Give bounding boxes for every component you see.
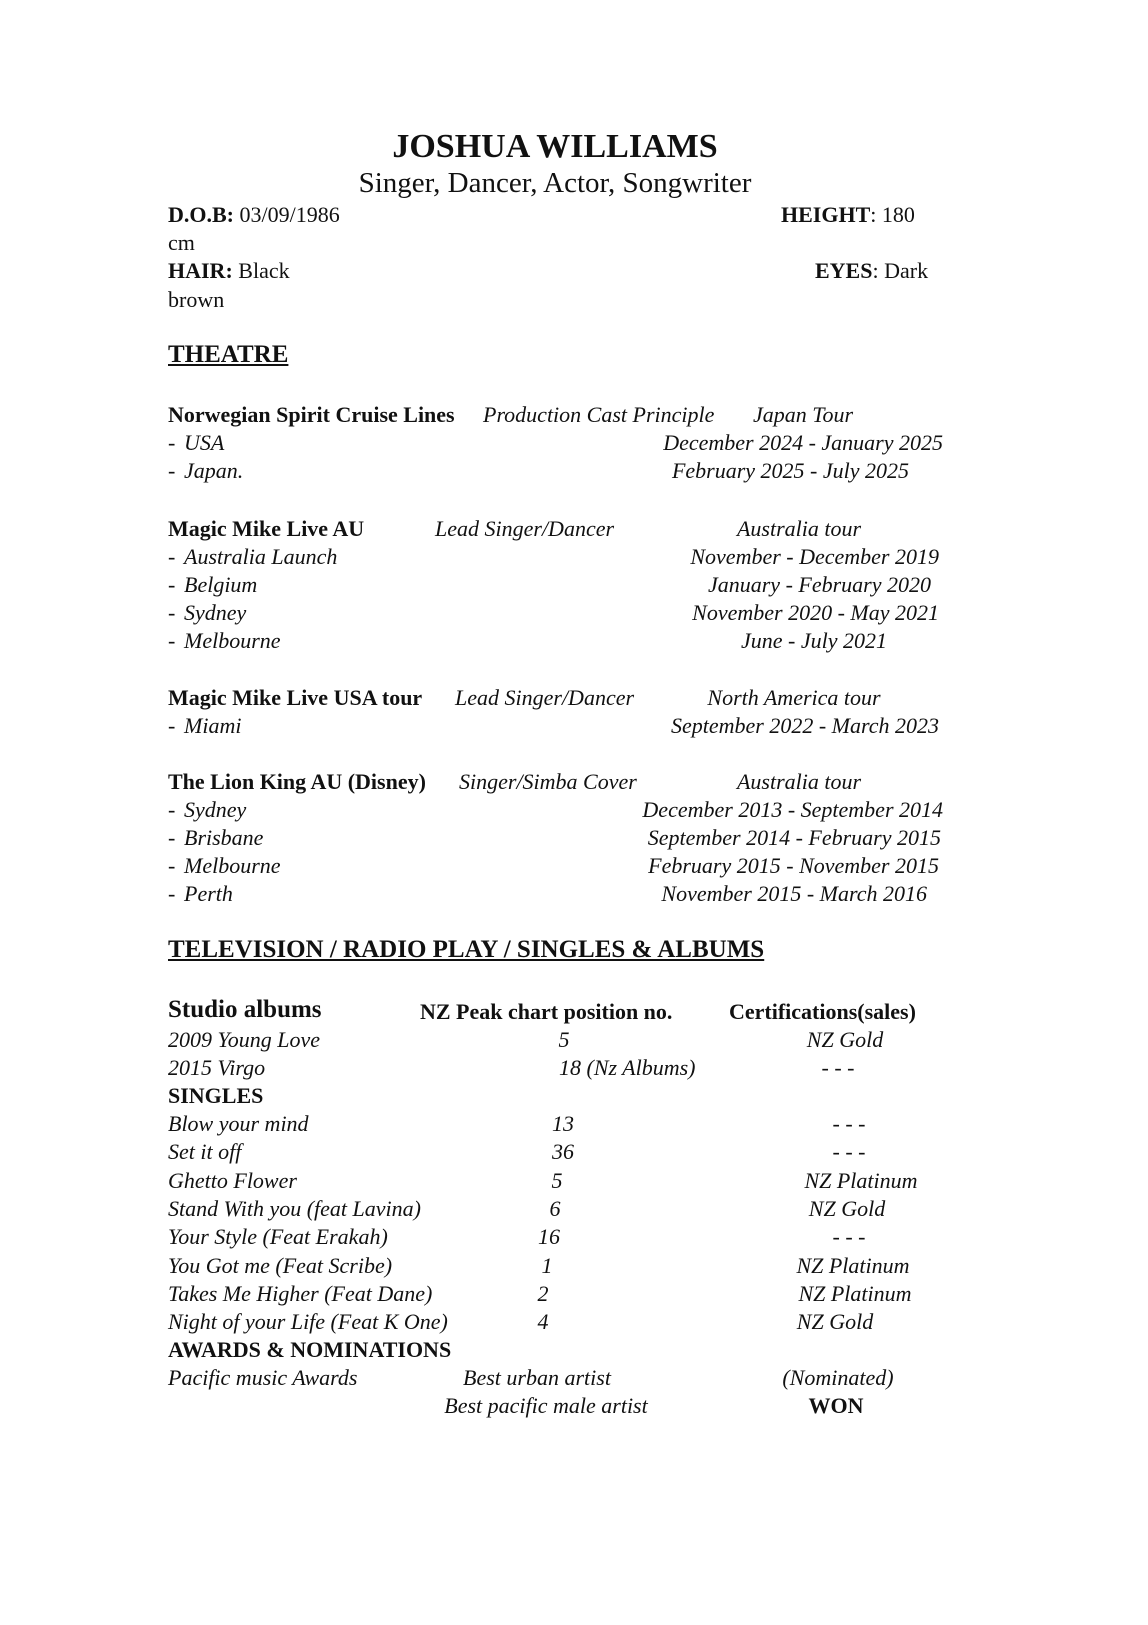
- single-peak: 16: [538, 1224, 560, 1250]
- height-value: : 180: [870, 202, 915, 227]
- single-certification: NZ Platinum: [804, 1167, 918, 1193]
- awards-heading: AWARDS & NOMINATIONS: [168, 1337, 452, 1362]
- leg-dates: September 2022 - March 2023: [670, 713, 939, 738]
- album-title: 2009 Young Love: [168, 1027, 320, 1052]
- theatre-heading: THEATRE: [168, 341, 289, 368]
- leg-location: USA: [184, 430, 225, 455]
- leg-dates: September 2014 - February 2015: [647, 825, 941, 850]
- production-role: Lead Singer/Dancer: [435, 516, 615, 541]
- production-tour: North America tour: [707, 685, 881, 710]
- production-tour: Australia tour: [736, 769, 862, 794]
- leg-dates: December 2013 - September 2014: [642, 797, 943, 822]
- production-title: Magic Mike Live AU: [168, 516, 365, 541]
- leg-dash: -: [168, 628, 176, 653]
- single-title: Stand With you (feat Lavina): [168, 1195, 421, 1221]
- leg-dash: -: [168, 853, 176, 878]
- leg-location: Australia Launch: [184, 544, 338, 569]
- leg-dash: -: [168, 713, 176, 738]
- single-certification: NZ Platinum: [798, 1280, 912, 1306]
- hair-line: [168, 257, 290, 285]
- award-result: (Nominated): [782, 1365, 894, 1390]
- production-title: Magic Mike Live USA tour: [168, 685, 423, 710]
- leg-dates: December 2024 - January 2025: [663, 430, 943, 455]
- leg-location: Sydney: [184, 797, 247, 822]
- album-certification: NZ Gold: [806, 1027, 884, 1052]
- height-unit: cm: [168, 230, 195, 255]
- single-peak: 4: [537, 1309, 549, 1335]
- hair-value: Black: [238, 258, 290, 283]
- leg-location: Sydney: [184, 600, 247, 625]
- single-certification: - - -: [832, 1224, 866, 1250]
- album-peak: 18 (Nz Albums): [559, 1055, 696, 1080]
- leg-dash: -: [168, 797, 176, 822]
- award-category: Best urban artist: [463, 1365, 611, 1390]
- single-peak: 2: [537, 1280, 549, 1306]
- album-peak: 5: [558, 1027, 570, 1052]
- leg-dash: -: [168, 572, 176, 597]
- single-peak: 6: [549, 1195, 561, 1221]
- leg-location: Perth: [184, 881, 233, 906]
- single-certification: - - -: [832, 1139, 866, 1165]
- leg-dates: November 2020 - May 2021: [692, 600, 939, 625]
- leg-dash: -: [168, 600, 176, 625]
- performer-roles: Singer, Dancer, Actor, Songwriter: [358, 167, 752, 199]
- production-role: Production Cast Principle: [483, 402, 715, 427]
- single-title: Ghetto Flower: [168, 1167, 297, 1193]
- single-peak: 5: [551, 1167, 563, 1193]
- leg-dates: November - December 2019: [690, 544, 939, 569]
- production-role: Singer/Simba Cover: [459, 769, 637, 794]
- single-title: Blow your mind: [168, 1111, 309, 1136]
- dob-line: [168, 201, 340, 229]
- leg-dates: November 2015 - March 2016: [661, 881, 927, 906]
- dob-value: 03/09/1986: [239, 202, 340, 227]
- single-certification: NZ Gold: [796, 1309, 874, 1335]
- leg-dates: January - February 2020: [707, 572, 931, 597]
- production-title: The Lion King AU (Disney): [168, 769, 426, 794]
- leg-dates: June - July 2021: [741, 628, 887, 653]
- single-title: Takes Me Higher (Feat Dane): [168, 1280, 433, 1306]
- studio-albums-header: Studio albums: [168, 996, 322, 1023]
- eyes-line: [815, 257, 928, 285]
- leg-dates: February 2025 - July 2025: [671, 458, 909, 483]
- single-peak: 13: [552, 1111, 574, 1136]
- leg-location: Melbourne: [184, 628, 281, 653]
- album-title: 2015 Virgo: [168, 1055, 266, 1080]
- hair-label: HAIR:: [168, 258, 233, 283]
- leg-location: Brisbane: [184, 825, 264, 850]
- dob-label: D.O.B:: [168, 202, 234, 227]
- single-title: Your Style (Feat Erakah): [168, 1224, 388, 1250]
- eyes-value: : Dark: [872, 258, 929, 283]
- height-line: [781, 201, 915, 229]
- single-title: Night of your Life (Feat K One): [168, 1309, 448, 1335]
- award-result: WON: [808, 1393, 864, 1418]
- single-certification: NZ Gold: [808, 1195, 886, 1221]
- leg-location: Belgium: [184, 572, 258, 597]
- leg-dash: -: [168, 458, 176, 483]
- production-tour: Japan Tour: [752, 402, 854, 427]
- production-role: Lead Singer/Dancer: [455, 685, 635, 710]
- single-peak: 36: [552, 1139, 574, 1165]
- award-category: Best pacific male artist: [444, 1393, 648, 1418]
- production-tour: Australia tour: [736, 516, 862, 541]
- single-certification: - - -: [832, 1111, 866, 1136]
- leg-dash: -: [168, 430, 176, 455]
- leg-location: Miami: [184, 713, 242, 738]
- peak-position-header: NZ Peak chart position no.: [420, 999, 673, 1024]
- height-label: HEIGHT: [781, 202, 871, 227]
- leg-dash: -: [168, 881, 176, 906]
- leg-location: Japan.: [184, 458, 244, 483]
- leg-dash: -: [168, 544, 176, 569]
- single-title: You Got me (Feat Scribe): [168, 1252, 393, 1278]
- single-peak: 1: [541, 1252, 553, 1278]
- leg-location: Melbourne: [184, 853, 281, 878]
- performer-name: JOSHUA WILLIAMS: [392, 128, 718, 165]
- production-title: Norwegian Spirit Cruise Lines: [168, 402, 455, 427]
- leg-dash: -: [168, 825, 176, 850]
- singles-heading: SINGLES: [168, 1083, 264, 1108]
- award-event: Pacific music Awards: [168, 1365, 358, 1390]
- single-title: Set it off: [168, 1139, 242, 1165]
- hair-value-continued: brown: [168, 287, 225, 312]
- single-certification: NZ Platinum: [796, 1252, 910, 1278]
- eyes-label: EYES: [815, 258, 873, 283]
- certifications-header: Certifications(sales): [729, 999, 916, 1024]
- album-certification: - - -: [821, 1055, 855, 1080]
- music-heading: TELEVISION / RADIO PLAY / SINGLES & ALBUMS: [168, 936, 765, 963]
- leg-dates: February 2015 - November 2015: [648, 853, 939, 878]
